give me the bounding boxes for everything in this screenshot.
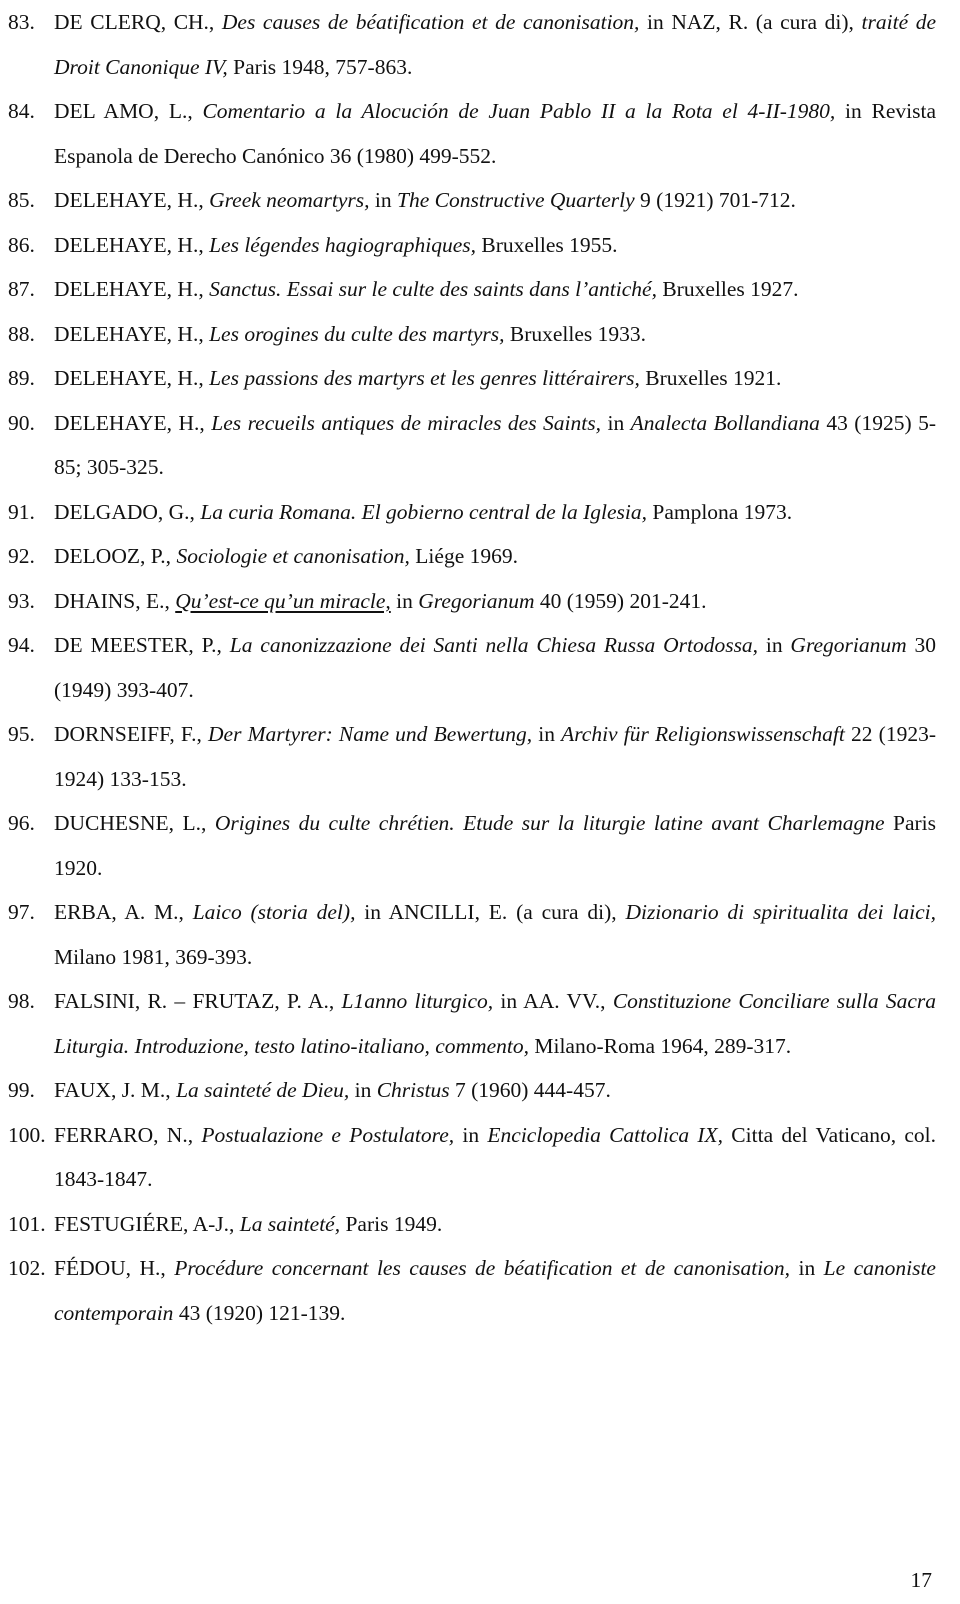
entry-text [54,490,936,535]
bibliography-entry [8,490,936,535]
entry-title-segment: La canonizzazione dei Santi nella Chiesa Russa Ortodossa, [229,633,759,657]
bibliography-entry [8,712,936,801]
bibliography-entry [8,1202,936,1247]
entry-text-segment: DE CLERQ, CH., [54,10,222,34]
entry-text-segment: FERRARO, N., [54,1122,202,1147]
bibliography-entry [8,356,936,401]
entry-title-segment: Les orogines du culte des martyrs, [209,321,505,346]
entry-text-segment: Citta del Vaticano, col. 1843-1847. [54,1122,936,1191]
entry-number: 100. [8,1122,46,1147]
entry-text-segment: FAUX, J. M., [54,1078,177,1102]
entry-title-segment: The Constructive Quarterly [396,188,635,212]
page-number: 17 [910,1568,932,1592]
entry-title-segment: Les passions des martyrs et les genres littérairers, [209,366,640,390]
entry-number: 102. [8,1256,46,1280]
bibliography-entry [8,312,936,357]
entry-text-segment: Liége 1969. [409,544,518,568]
entry-text-segment: DELEHAYE, H., [54,321,210,346]
entry-number: 96. [8,811,35,835]
bibliography-entry [8,890,936,979]
entry-text-segment: DE MEESTER, P., [54,633,230,657]
entry-text-segment: DELEHAYE, H., [54,366,210,390]
entry-title-segment: Laico (storia del), [192,900,356,924]
entry-text [54,623,936,712]
bibliography-entry [8,1113,936,1202]
entry-title-segment: Les légendes hagiographiques, [209,232,477,257]
entry-title-segment: Greek neomartyrs, [209,188,370,212]
entry-text-segment: Milano 1981, 369-393. [54,944,253,969]
entry-text-segment: DELGADO, G., [54,499,201,524]
entry-text-segment: 43 (1920) 121-139. [173,1300,346,1325]
bibliography-entry [8,623,936,712]
entry-text [54,1246,936,1335]
entry-text [54,579,936,624]
entry-text-segment: 43 (1925) 5-85; 305-325. [54,410,936,479]
entry-text-segment: Bruxelles 1955. [476,232,618,257]
underlined-segment: Qu’est-ce qu’un miracle, [175,588,391,613]
entry-title-segment: Des causes de béatification et de canonisation, [221,10,640,34]
entry-number: 94. [8,633,35,657]
entry-text-segment: Milano-Roma 1964, 289-317. [528,1033,792,1058]
entry-text-segment: DELEHAYE, H., [54,277,210,301]
bibliography-entry [8,801,936,890]
entry-text-segment: DELEHAYE, H., [54,232,210,257]
entry-number: 88. [8,321,35,346]
entry-number: 91. [8,499,35,524]
entry-text-segment: 30 (1949) 393-407. [54,633,937,702]
entry-title-segment: traité de Droit Canonique IV, [54,10,936,79]
entry-title-segment: La sainteté, [239,1211,341,1236]
entry-text-segment: in [601,410,631,435]
entry-title-segment: Analecta Bollandiana [630,410,820,435]
entry-title-segment: Constituzione Conciliare sulla Sacra Liturgia. Introduzione, testo latino-italiano, commento, [54,989,936,1058]
entry-text-segment: in [369,188,397,212]
entry-number: 83. [8,10,35,34]
entry-number: 84. [8,99,35,123]
entry-text [54,89,936,178]
entry-text [54,890,936,979]
entry-number: 101. [8,1211,46,1236]
entry-number: 87. [8,277,35,301]
entry-title-segment: Archiv für Religionswissenschaft [561,722,845,746]
entry-text [54,223,936,268]
entry-title-segment: L1anno liturgico, [341,989,494,1013]
entry-number: 86. [8,232,35,257]
entry-number: 90. [8,410,35,435]
entry-text-segment: in NAZ, R. (a cura di), [639,10,862,34]
entry-text-segment: Bruxelles 1927. [656,277,799,301]
entry-text [54,1113,936,1202]
entry-text [54,267,936,312]
entry-number: 93. [8,588,35,613]
entry-text-segment: in [790,1256,824,1280]
entry-text-segment: Bruxelles 1921. [639,366,782,390]
entry-text-segment: in ANCILLI, E. (a cura di), [355,900,626,924]
entry-title-segment: Der Martyrer: Name und Bewertung, [208,722,533,746]
entry-text-segment: 9 (1921) 701-712. [634,188,796,212]
entry-number: 99. [8,1078,35,1102]
entry-text [54,0,936,89]
entry-title-segment: Procédure concernant les causes de béatification et de canonisation, [174,1256,791,1280]
entry-title-segment: Enciclopedia Cattolica IX, [487,1122,724,1147]
entry-title-segment: Comentario a la Alocución de Juan Pablo II a la Rota el 4-II-1980, [202,99,836,123]
entry-text-segment: FALSINI, R. – FRUTAZ, P. A., [54,989,342,1013]
entry-text-segment: in [390,588,419,613]
entry-text-segment: DUCHESNE, L., [54,811,215,835]
entry-text [54,312,936,357]
entry-text-segment: Paris 1949. [340,1211,443,1236]
entry-text-segment: in AA. VV., [493,989,613,1013]
entry-text [54,801,936,890]
entry-text-segment: DELEHAYE, H., [54,188,210,212]
entry-number: 92. [8,544,35,568]
bibliography-list [8,0,936,1335]
bibliography-entry [8,223,936,268]
entry-text [54,712,936,801]
entry-text [54,1068,936,1113]
entry-number: 89. [8,366,35,390]
entry-text-segment: Paris 1920. [54,811,937,880]
entry-text-segment: in [758,633,791,657]
entry-text-segment: 7 (1960) 444-457. [449,1078,611,1102]
entry-text-segment: 22 (1923-1924) 133-153. [54,722,936,791]
entry-text-segment: DORNSEIFF, F., [54,722,208,746]
entry-text-segment: in [454,1122,488,1147]
entry-title-segment: Les recueils antiques de miracles des Saints, [211,410,601,435]
entry-text-segment: in [349,1078,377,1102]
entry-text-segment: FESTUGIÉRE, A-J., [54,1211,240,1236]
entry-title-segment: Dizionario di spiritualita dei laici, [625,900,936,924]
entry-title-segment: Origines du culte chrétien. Etude sur la liturgie latine avant Charlemagne [214,811,885,835]
entry-text-segment: DELOOZ, P., [54,544,177,568]
entry-title-segment: Postualazione e Postulatore, [201,1122,455,1147]
bibliography-entry [8,0,936,89]
entry-text-segment: Pamplona 1973. [646,499,793,524]
entry-title-segment: Sanctus. Essai sur le culte des saints dans l’antiché, [209,277,657,301]
entry-text-segment: DEL AMO, L., [54,99,203,123]
entry-text [54,534,936,579]
bibliography-entry [8,579,936,624]
entry-text-segment: in [532,722,562,746]
entry-text-segment: DELEHAYE, H., [54,410,212,435]
entry-title-segment: Le canoniste contemporain [54,1256,936,1325]
entry-text-segment: Paris 1948, 757-863. [227,54,413,79]
entry-title-segment [175,589,391,613]
entry-text-segment: Bruxelles 1933. [504,321,647,346]
entry-title-segment: La curia Romana. El gobierno central de la Iglesia, [200,499,647,524]
entry-title-segment: Sociologie et canonisation, [176,544,410,568]
bibliography-entry [8,1246,936,1335]
entry-text-segment: FÉDOU, H., [54,1256,175,1280]
entry-number: 97. [8,900,35,924]
entry-text-segment: 40 (1959) 201-241. [534,588,707,613]
entry-text [54,1202,936,1247]
bibliography-entry [8,979,936,1068]
entry-text-segment: in Revista Espanola de Derecho Canónico 36 (1980) 499-552. [54,99,936,168]
entry-title-segment: La sainteté de Dieu, [176,1078,350,1102]
bibliography-entry [8,89,936,178]
entry-text-segment: ERBA, A. M., [54,900,193,924]
entry-text [54,401,936,490]
bibliography-entry [8,1068,936,1113]
entry-text [54,356,936,401]
entry-title-segment: Christus [376,1078,450,1102]
entry-title-segment: Gregorianum [418,588,535,613]
entry-text-segment: DHAINS, E., [54,588,176,613]
entry-number: 85. [8,188,35,212]
entry-number: 98. [8,989,35,1013]
bibliography-entry [8,401,936,490]
entry-number: 95. [8,722,35,746]
entry-text [54,979,936,1068]
entry-text [54,178,936,223]
bibliography-entry [8,534,936,579]
bibliography-entry [8,267,936,312]
bibliography-entry [8,178,936,223]
entry-title-segment: Gregorianum [790,633,907,657]
